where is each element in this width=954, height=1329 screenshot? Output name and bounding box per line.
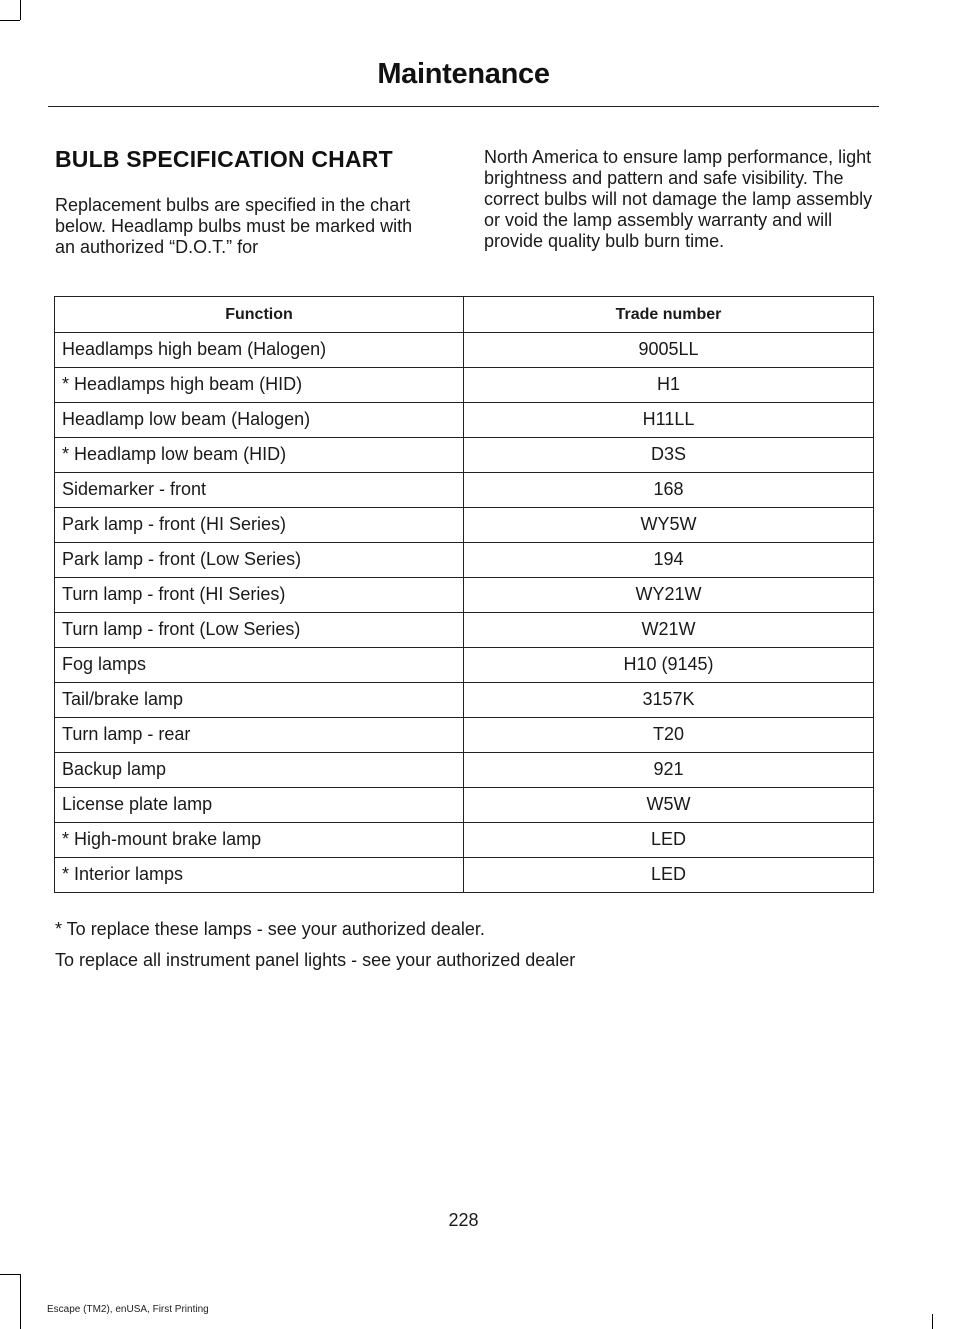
asterisk-footnote: * To replace these lamps - see your authorized dealer. bbox=[55, 919, 485, 939]
table-row bbox=[55, 368, 874, 403]
crop-mark bbox=[20, 0, 21, 20]
table-header-row bbox=[55, 297, 874, 333]
table-row bbox=[55, 543, 874, 578]
column-header-trade-number: Trade number bbox=[464, 297, 874, 333]
trade-number-cell: 3157K bbox=[464, 683, 874, 718]
table-row bbox=[55, 613, 874, 648]
table-row bbox=[55, 858, 874, 893]
trade-number-cell: 921 bbox=[464, 753, 874, 788]
instrument-panel-note: To replace all instrument panel lights - see your authorized dealer bbox=[55, 950, 576, 970]
title-divider bbox=[48, 106, 879, 107]
function-cell: * Headlamps high beam (HID) bbox=[55, 368, 464, 403]
trade-number-cell: W21W bbox=[464, 613, 874, 648]
function-cell: Sidemarker - front bbox=[55, 473, 464, 508]
trade-number-cell: D3S bbox=[464, 438, 874, 473]
function-cell: Tail/brake lamp bbox=[55, 683, 464, 718]
table-row bbox=[55, 508, 874, 543]
table-row bbox=[55, 578, 874, 613]
function-cell: * Interior lamps bbox=[55, 858, 464, 893]
table-row bbox=[55, 333, 874, 368]
function-cell: * High-mount brake lamp bbox=[55, 823, 464, 858]
table-row bbox=[55, 788, 874, 823]
bulb-specification-table bbox=[54, 296, 874, 893]
table-row bbox=[55, 438, 874, 473]
function-cell: Headlamp low beam (Halogen) bbox=[55, 403, 464, 438]
crop-mark bbox=[0, 20, 20, 21]
trade-number-cell: WY5W bbox=[464, 508, 874, 543]
trade-number-cell: H1 bbox=[464, 368, 874, 403]
crop-mark bbox=[932, 1314, 933, 1329]
function-cell: Backup lamp bbox=[55, 753, 464, 788]
table-row bbox=[55, 683, 874, 718]
page-number: 228 bbox=[448, 1210, 479, 1230]
page-title: Maintenance bbox=[377, 58, 550, 90]
trade-number-cell: 194 bbox=[464, 543, 874, 578]
function-cell: License plate lamp bbox=[55, 788, 464, 823]
function-cell: Park lamp - front (Low Series) bbox=[55, 543, 464, 578]
table-row bbox=[55, 648, 874, 683]
function-cell: Fog lamps bbox=[55, 648, 464, 683]
function-cell: Turn lamp - rear bbox=[55, 718, 464, 753]
table-row bbox=[55, 718, 874, 753]
trade-number-cell: LED bbox=[464, 858, 874, 893]
intro-text-left: Replacement bulbs are specified in the chart below. Headlamp bulbs must be marked with an authorized “D.O.T.” for bbox=[55, 195, 413, 257]
table-row bbox=[55, 753, 874, 788]
section-heading: BULB SPECIFICATION CHART bbox=[55, 146, 393, 172]
trade-number-cell: H11LL bbox=[464, 403, 874, 438]
column-header-function: Function bbox=[55, 297, 464, 333]
function-cell: Headlamps high beam (Halogen) bbox=[55, 333, 464, 368]
trade-number-cell: 168 bbox=[464, 473, 874, 508]
table-row bbox=[55, 403, 874, 438]
trade-number-cell: 9005LL bbox=[464, 333, 874, 368]
function-cell: Turn lamp - front (HI Series) bbox=[55, 578, 464, 613]
function-cell: * Headlamp low beam (HID) bbox=[55, 438, 464, 473]
table-row bbox=[55, 823, 874, 858]
trade-number-cell: LED bbox=[464, 823, 874, 858]
intro-text-right: North America to ensure lamp performance, light brightness and pattern and safe visibility. The correct bulbs will not damage the lamp assembly or void the lamp assembly warranty and will provide quality bulb burn time. bbox=[484, 147, 873, 251]
function-cell: Turn lamp - front (Low Series) bbox=[55, 613, 464, 648]
print-footer: Escape (TM2), enUSA, First Printing bbox=[47, 1304, 209, 1315]
trade-number-cell: H10 (9145) bbox=[464, 648, 874, 683]
function-cell: Park lamp - front (HI Series) bbox=[55, 508, 464, 543]
table-row bbox=[55, 473, 874, 508]
trade-number-cell: WY21W bbox=[464, 578, 874, 613]
crop-mark bbox=[20, 1274, 21, 1329]
crop-mark bbox=[0, 1274, 20, 1275]
trade-number-cell: T20 bbox=[464, 718, 874, 753]
trade-number-cell: W5W bbox=[464, 788, 874, 823]
